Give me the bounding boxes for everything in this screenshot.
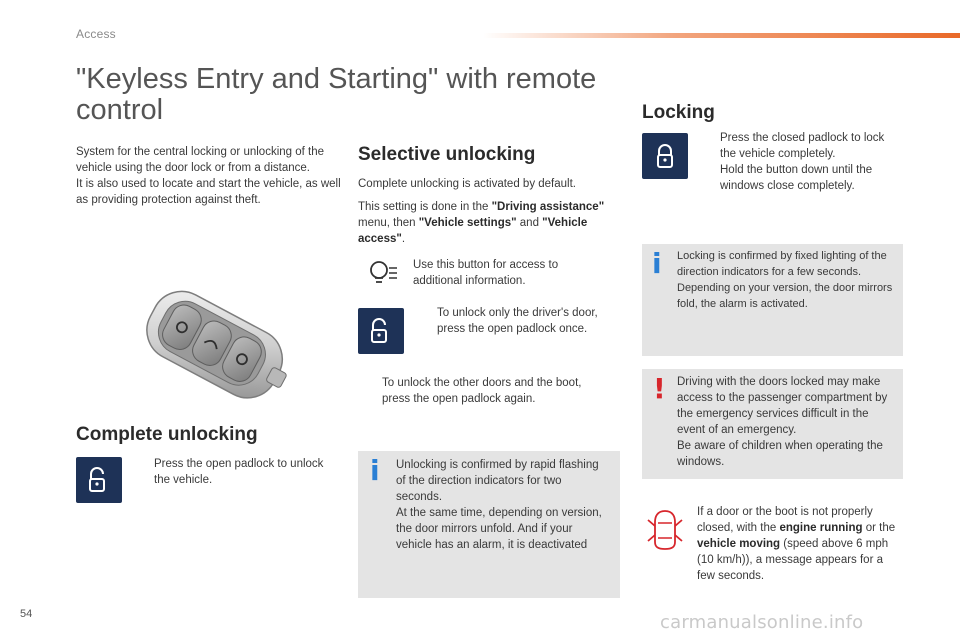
selective-bullet-2 bbox=[360, 375, 610, 407]
info-icon: i bbox=[370, 454, 380, 487]
intro-paragraph-2: It is also used to locate and start the vehicle, as well as providing protection against theft. bbox=[76, 178, 341, 206]
complete-unlocking-bullet-text: Press the open padlock to unlock the vehicle. bbox=[154, 458, 324, 486]
section-label: Access bbox=[76, 27, 116, 41]
unlocking-info-note bbox=[358, 451, 620, 598]
selective-unlocking-heading: Selective unlocking bbox=[358, 144, 536, 165]
locking-heading: Locking bbox=[642, 102, 715, 123]
door-open-car-icon bbox=[646, 508, 684, 552]
open-padlock-icon bbox=[84, 465, 114, 495]
locking-info-p2: Depending on your version, the door mirrors fold, the alarm is activated. bbox=[677, 282, 893, 310]
intro-paragraph-1: System for the central locking or unlocking of the vehicle using the door lock or from a distance. bbox=[76, 146, 325, 174]
help-bulb-icon bbox=[364, 258, 400, 290]
selective-bullet-1-text: To unlock only the driver's door, press the open padlock once. bbox=[437, 307, 598, 335]
selective-unlocking-text bbox=[358, 176, 620, 247]
locking-warning-p2: Be aware of children when operating the windows. bbox=[677, 440, 883, 468]
key-fob-icon bbox=[126, 280, 296, 410]
help-text: Use this button for access to additional information. bbox=[413, 259, 559, 287]
intro-text bbox=[76, 144, 341, 208]
locking-bullet bbox=[698, 130, 903, 194]
closed-padlock-icon bbox=[650, 141, 680, 171]
watermark: carmanualsonline.info bbox=[660, 612, 864, 633]
title-line-1: "Keyless Entry and Starting" with remote bbox=[76, 63, 597, 95]
info-icon: i bbox=[652, 247, 662, 280]
selective-unlocking-p1: Complete unlocking is activated by default. bbox=[358, 178, 576, 190]
locking-info-text bbox=[677, 248, 899, 312]
open-padlock-tile bbox=[76, 457, 122, 503]
door-open-message-text: If a door or the boot is not properly closed, with the engine running or the vehicle moving (speed above 6 mph (10 km/h)), a message appears for a few seconds. bbox=[697, 506, 896, 582]
page-title bbox=[76, 64, 636, 126]
locking-bullet-text-1: Press the closed padlock to lock the vehicle completely. bbox=[720, 132, 885, 160]
complete-unlocking-heading: Complete unlocking bbox=[76, 424, 258, 445]
title-line-2: control bbox=[76, 94, 164, 126]
unlocking-info-text: Unlocking is confirmed by rapid flashing of the direction indicators for two seconds. At the same time, depending on version, the door mirrors unfold. And if your vehicle has an alarm, it is deactivated bbox=[396, 459, 602, 551]
page-number: 54 bbox=[20, 608, 33, 620]
warning-icon: ! bbox=[653, 372, 666, 405]
locking-info-p1: Locking is confirmed by fixed lighting of the direction indicators for a few seconds. bbox=[677, 250, 887, 278]
key-fob-illustration bbox=[126, 280, 296, 410]
open-padlock-tile-2 bbox=[358, 308, 404, 354]
door-open-warning-icon-wrapper bbox=[646, 508, 684, 552]
locking-warning-text bbox=[677, 374, 899, 470]
locking-info-note bbox=[642, 244, 903, 356]
locking-warning-note bbox=[642, 369, 903, 479]
help-icon-wrapper bbox=[364, 258, 400, 290]
selective-bullet-1 bbox=[415, 305, 620, 337]
closed-padlock-tile bbox=[642, 133, 688, 179]
locking-bullet-text-2: Hold the button down until the windows close completely. bbox=[720, 164, 873, 192]
open-padlock-icon-2 bbox=[366, 316, 396, 346]
complete-unlocking-bullet bbox=[132, 456, 342, 488]
locking-warning-p1: Driving with the doors locked may make access to the passenger compartment by the emergency services difficult in the event of an emergency. bbox=[677, 376, 888, 436]
header-accent-bar bbox=[483, 33, 960, 38]
selective-unlocking-p2: This setting is done in the "Driving assistance" menu, then "Vehicle settings" and "Vehicle access". bbox=[358, 201, 605, 245]
selective-bullet-2-text: To unlock the other doors and the boot, press the open padlock again. bbox=[382, 377, 582, 405]
